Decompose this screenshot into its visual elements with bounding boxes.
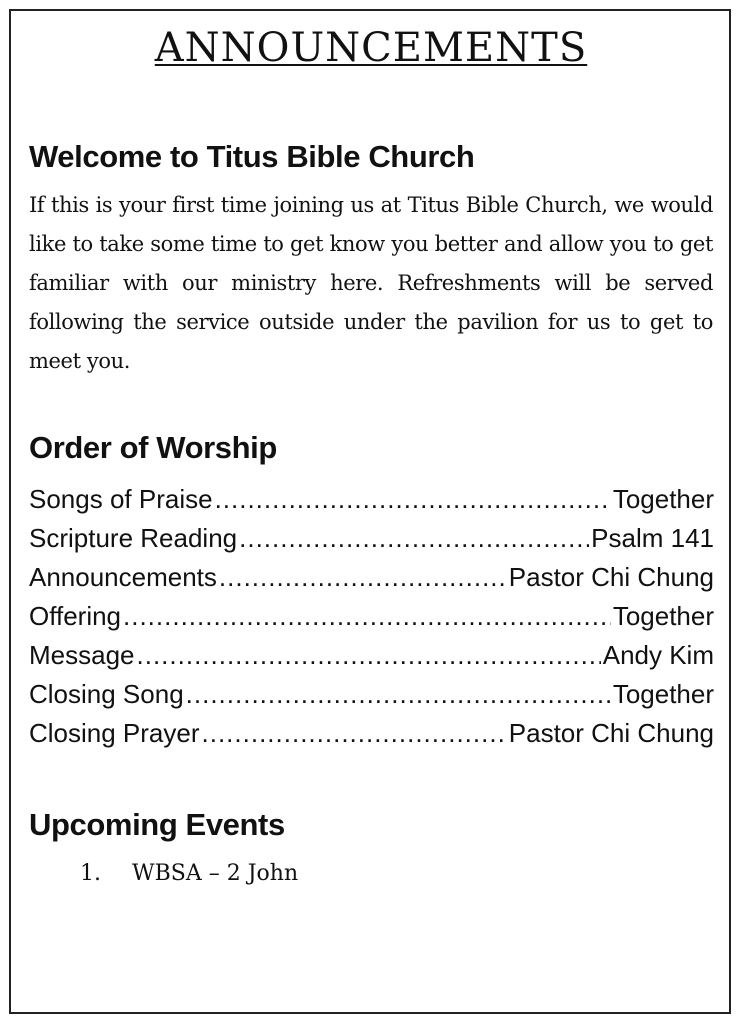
- worship-item: Message: [29, 640, 135, 670]
- page-title-text: ANNOUNCEMENTS: [154, 25, 588, 71]
- upcoming-events-list: [80, 855, 298, 893]
- worship-row: [29, 636, 714, 675]
- page-title: [0, 22, 742, 74]
- dot-leader: [137, 636, 601, 675]
- worship-item: Announcements: [29, 562, 217, 592]
- welcome-heading: Welcome to Titus Bible Church: [29, 139, 475, 174]
- dot-leader: [239, 519, 589, 558]
- worship-leader: Pastor Chi Chung: [508, 718, 714, 748]
- worship-leader: Andy Kim: [602, 640, 714, 670]
- worship-item: Closing Prayer: [29, 718, 200, 748]
- worship-row: [29, 558, 714, 597]
- worship-leader: Together: [612, 484, 714, 514]
- worship-leader: Together: [612, 679, 714, 709]
- list-item: [80, 855, 298, 893]
- worship-leader: Together: [612, 601, 714, 631]
- worship-item: Songs of Praise: [29, 484, 213, 514]
- dot-leader: [202, 714, 507, 753]
- dot-leader: [186, 675, 611, 714]
- worship-item: Scripture Reading: [29, 523, 238, 553]
- events-heading: Upcoming Events: [29, 807, 285, 842]
- worship-leader: Psalm 141: [591, 523, 714, 553]
- list-item-text: WBSA – 2 John: [132, 861, 299, 886]
- worship-item: Closing Song: [29, 679, 184, 709]
- dot-leader: [123, 597, 611, 636]
- dot-leader: [219, 558, 507, 597]
- worship-row: [29, 519, 714, 558]
- welcome-paragraph: If this is your first time joining us at Titus Bible Church, we would like to take some time to get know you better and allow you to get familiar with our ministry here. Refreshments will be served following the service outside under the pavilion for us to get to meet you.: [29, 193, 713, 373]
- worship-row: [29, 480, 714, 519]
- dot-leader: [215, 480, 611, 519]
- worship-row: [29, 597, 714, 636]
- worship-row: [29, 675, 714, 714]
- order-of-worship-list: [29, 480, 714, 753]
- worship-item: Offering: [29, 601, 122, 631]
- list-item-number: 1.: [80, 861, 101, 886]
- worship-heading: Order of Worship: [29, 430, 277, 465]
- worship-row: [29, 714, 714, 753]
- worship-leader: Pastor Chi Chung: [508, 562, 714, 592]
